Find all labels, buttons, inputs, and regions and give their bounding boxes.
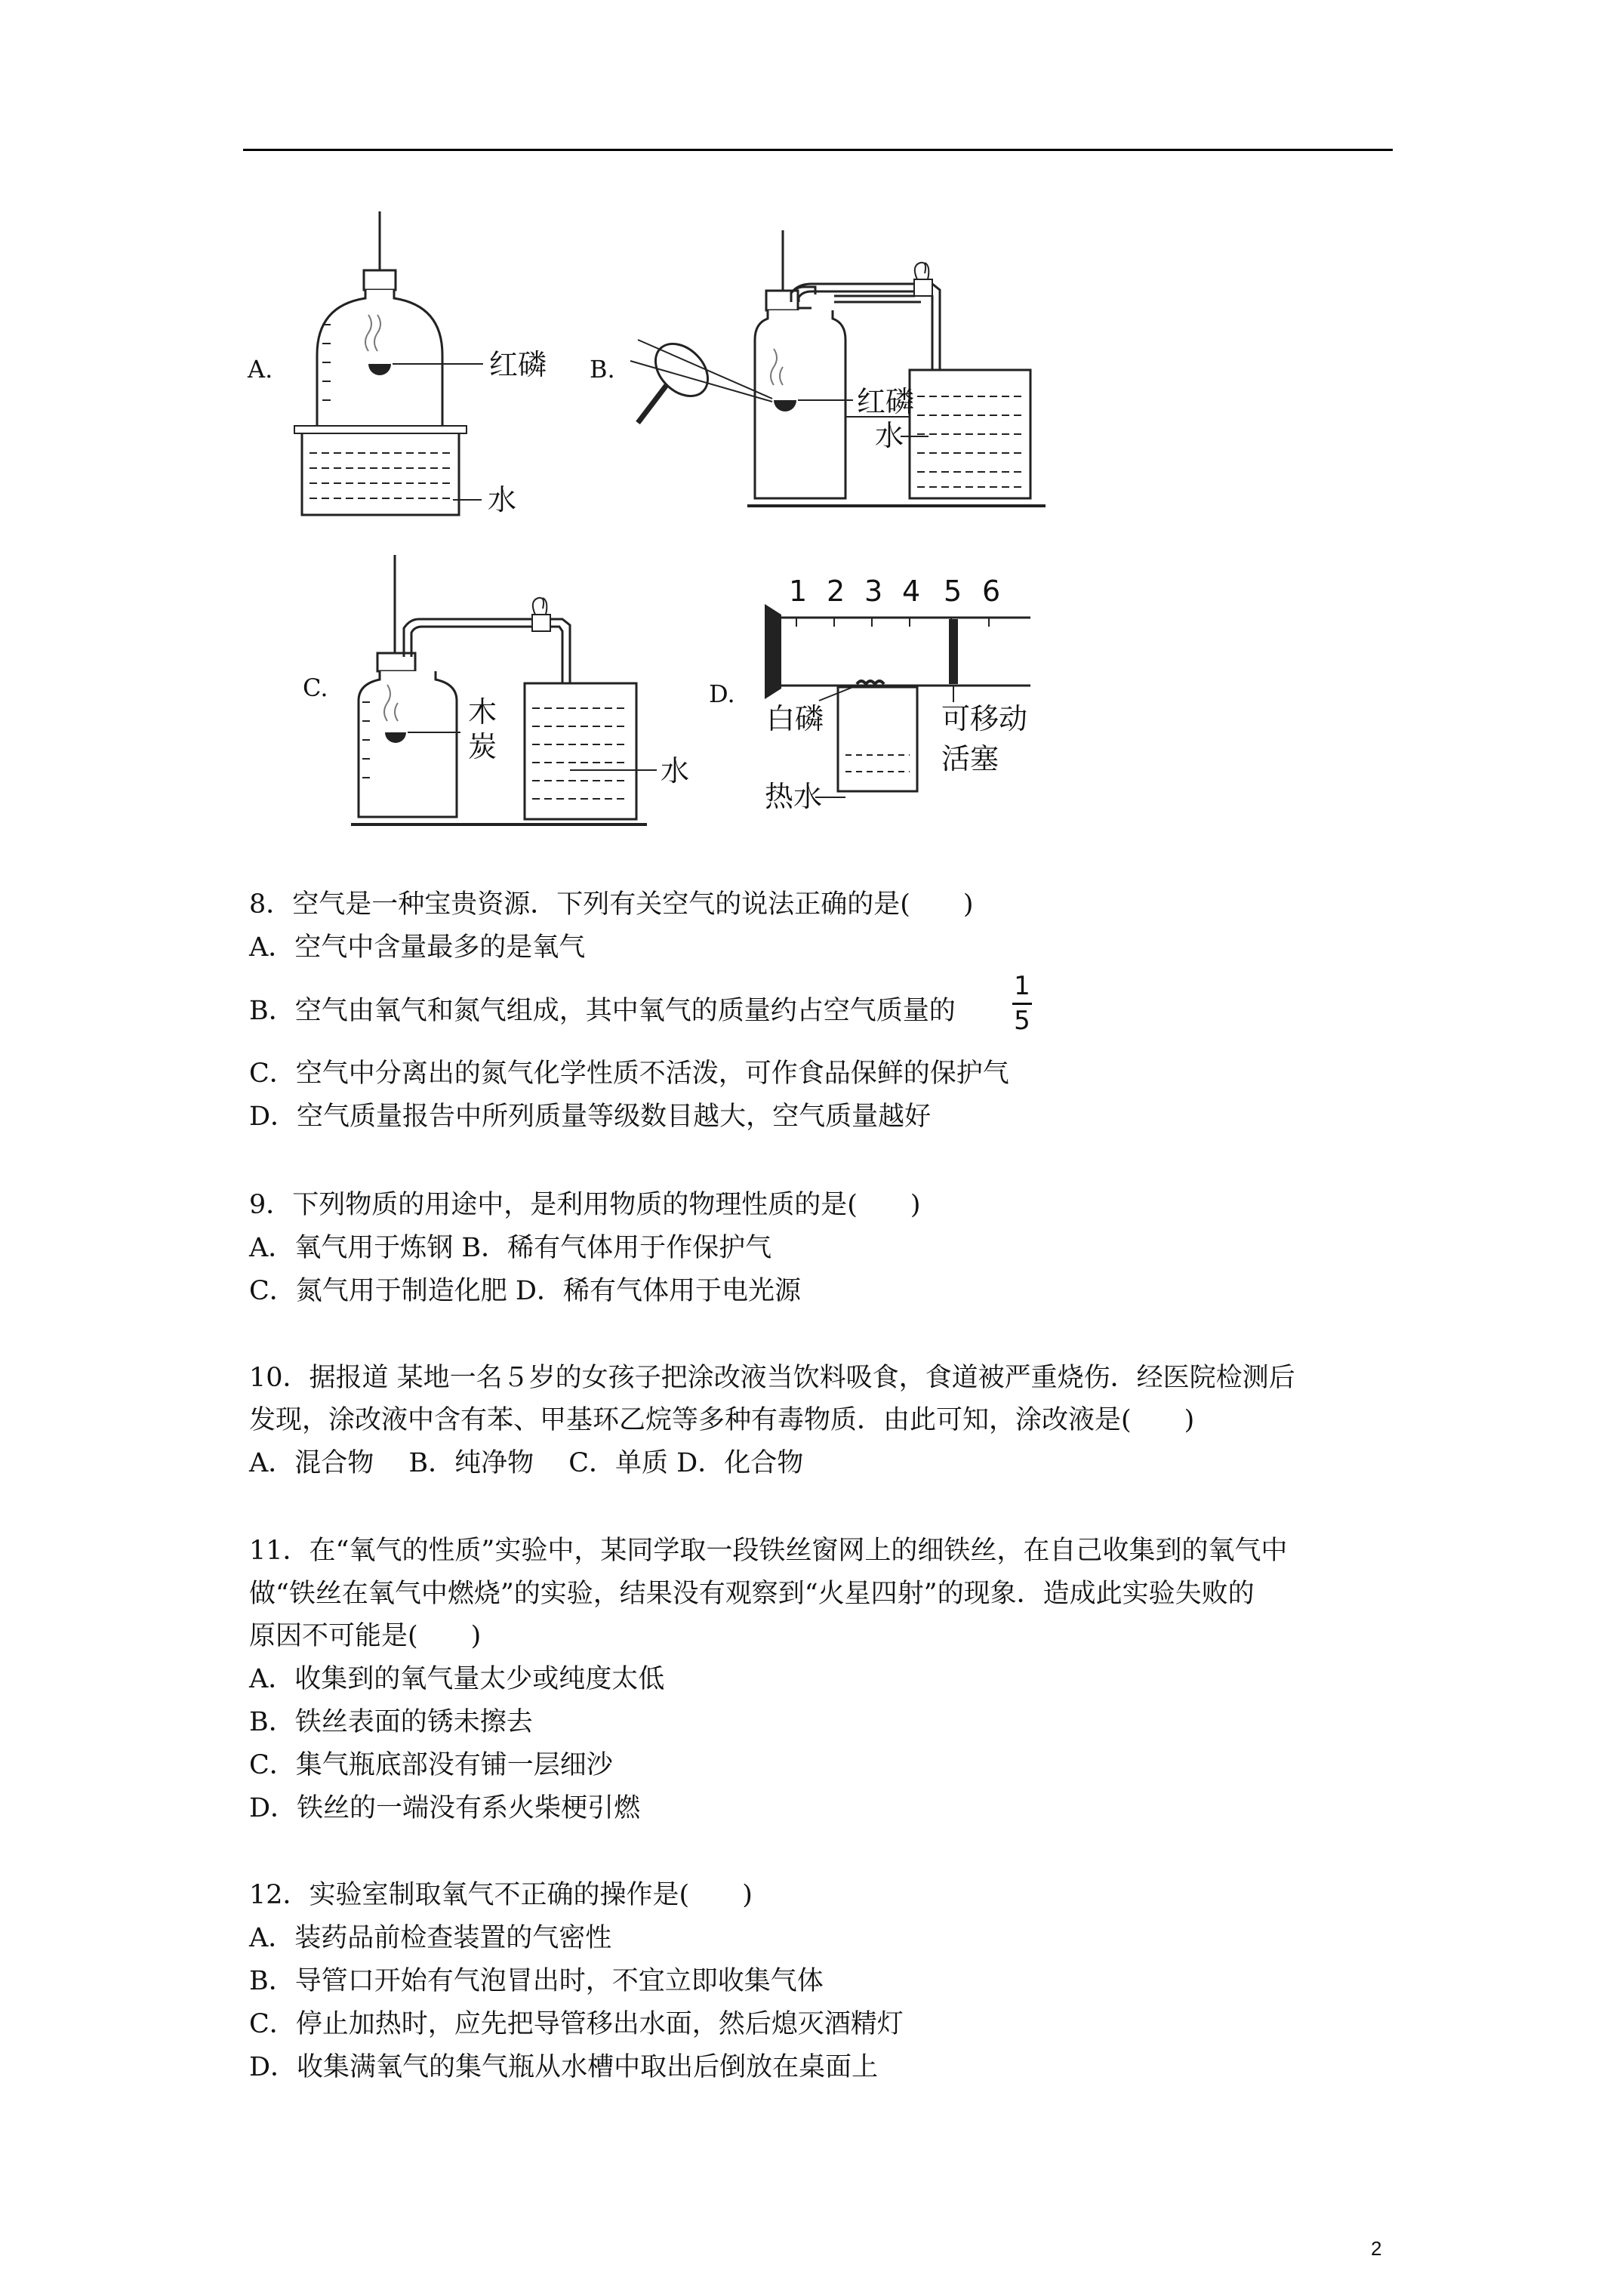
figure-d-label-white-phosphorus: 白磷 — [766, 702, 824, 735]
figure-c-label-charcoal-2: 炭 — [468, 730, 497, 763]
figure-d-label-piston-2: 活塞 — [941, 742, 999, 775]
figure-d-scale-5: 5 — [944, 575, 962, 608]
figure-c-apparatus — [298, 551, 736, 838]
question-11-stem-line-3: 原因不可能是( ) — [249, 1621, 482, 1651]
question-8-option-c: C．空气中分离出的氮气化学性质不活泼，可作食品保鲜的保护气 — [249, 1059, 1009, 1089]
question-12-stem: 12．实验室制取氧气不正确的操作是( ) — [249, 1880, 753, 1910]
figure-d-scale-3: 3 — [864, 575, 883, 608]
figure-d-label-piston-1: 可移动 — [941, 702, 1028, 735]
figure-d-letter: D. — [709, 680, 735, 708]
header-rule — [243, 149, 1393, 151]
question-11-option-b: B．铁丝表面的锈未擦去 — [249, 1707, 533, 1737]
figure-d-scale-4: 4 — [902, 575, 921, 608]
question-12-option-c: C．停止加热时，应先把导管移出水面，然后熄灭酒精灯 — [249, 2009, 904, 2039]
figure-a-label-phosphorus: 红磷 — [489, 348, 547, 381]
question-11-stem-line-1: 11．在“氧气的性质”实验中，某同学取一段铁丝窗网上的细铁丝，在自己收集到的氧气中 — [249, 1536, 1288, 1566]
question-10-stem-line-1: 10．据报道 某地一名５岁的女孩子把涂改液当饮料吸食，食道被严重烧伤．经医院检测后 — [249, 1363, 1295, 1393]
question-11-option-d: D．铁丝的一端没有系火柴梗引燃 — [249, 1793, 641, 1823]
question-12-option-b: B．导管口开始有气泡冒出时，不宜立即收集气体 — [249, 1966, 824, 1996]
figure-c-label-water: 水 — [661, 754, 690, 787]
figure-c-label-charcoal-1: 木 — [468, 695, 497, 729]
page-number: 2 — [1371, 2237, 1382, 2260]
question-9-stem: 9．下列物质的用途中，是利用物质的物理性质的是( ) — [249, 1190, 921, 1220]
fraction-bar — [1012, 1003, 1032, 1005]
figure-a-label-water: 水 — [488, 483, 517, 516]
question-9-options-cd: C．氮气用于制造化肥 D．稀有气体用于电光源 — [249, 1276, 801, 1306]
figure-d-scale-1: 1 — [789, 575, 808, 608]
question-10-stem-line-2: 发现，涂改液中含有苯、甲基环乙烷等多种有毒物质．由此可知，涂改液是( ) — [249, 1405, 1195, 1435]
question-9-options-ab: A．氧气用于炼钢 B．稀有气体用于作保护气 — [249, 1233, 772, 1263]
question-8-option-b: B．空气由氧气和氮气组成，其中氧气的质量约占空气质量的 — [249, 996, 956, 1026]
figure-a-letter: A. — [248, 355, 273, 384]
figure-c-letter: C. — [303, 673, 328, 702]
figure-b-label-phosphorus: 红磷 — [857, 385, 915, 418]
question-12-option-a: A．装药品前检查装置的气密性 — [249, 1923, 612, 1953]
figure-a-apparatus — [242, 204, 581, 536]
question-12-option-d: D．收集满氧气的集气瓶从水槽中取出后倒放在桌面上 — [249, 2052, 879, 2082]
question-8-option-d: D．空气质量报告中所列质量等级数目越大，空气质量越好 — [249, 1102, 932, 1132]
figure-d-apparatus — [706, 574, 1068, 823]
question-10-options: A．混合物 B．纯净物 C．单质 D．化合物 — [249, 1448, 804, 1478]
figure-b-apparatus — [585, 227, 1068, 521]
figure-d-scale-6: 6 — [982, 575, 1001, 608]
question-11-option-a: A．收集到的氧气量太少或纯度太低 — [249, 1664, 665, 1694]
question-11-stem-line-2: 做“铁丝在氧气中燃烧”的实验，结果没有观察到“火星四射”的现象．造成此实验失败的 — [249, 1579, 1255, 1609]
figure-d-scale-2: 2 — [827, 575, 845, 608]
fraction-denominator: 5 — [1014, 1006, 1030, 1036]
figure-b-letter: B. — [590, 355, 615, 384]
question-8-stem: 8．空气是一种宝贵资源．下列有关空气的说法正确的是( ) — [249, 889, 974, 920]
fraction-numerator: 1 — [1014, 971, 1030, 1001]
figure-b-label-water: 水 — [875, 419, 904, 452]
question-8-option-a: A．空气中含量最多的是氧气 — [249, 932, 586, 963]
question-11-option-c: C．集气瓶底部没有铺一层细沙 — [249, 1750, 613, 1780]
figure-d-label-hot-water: 热水 — [765, 780, 823, 813]
